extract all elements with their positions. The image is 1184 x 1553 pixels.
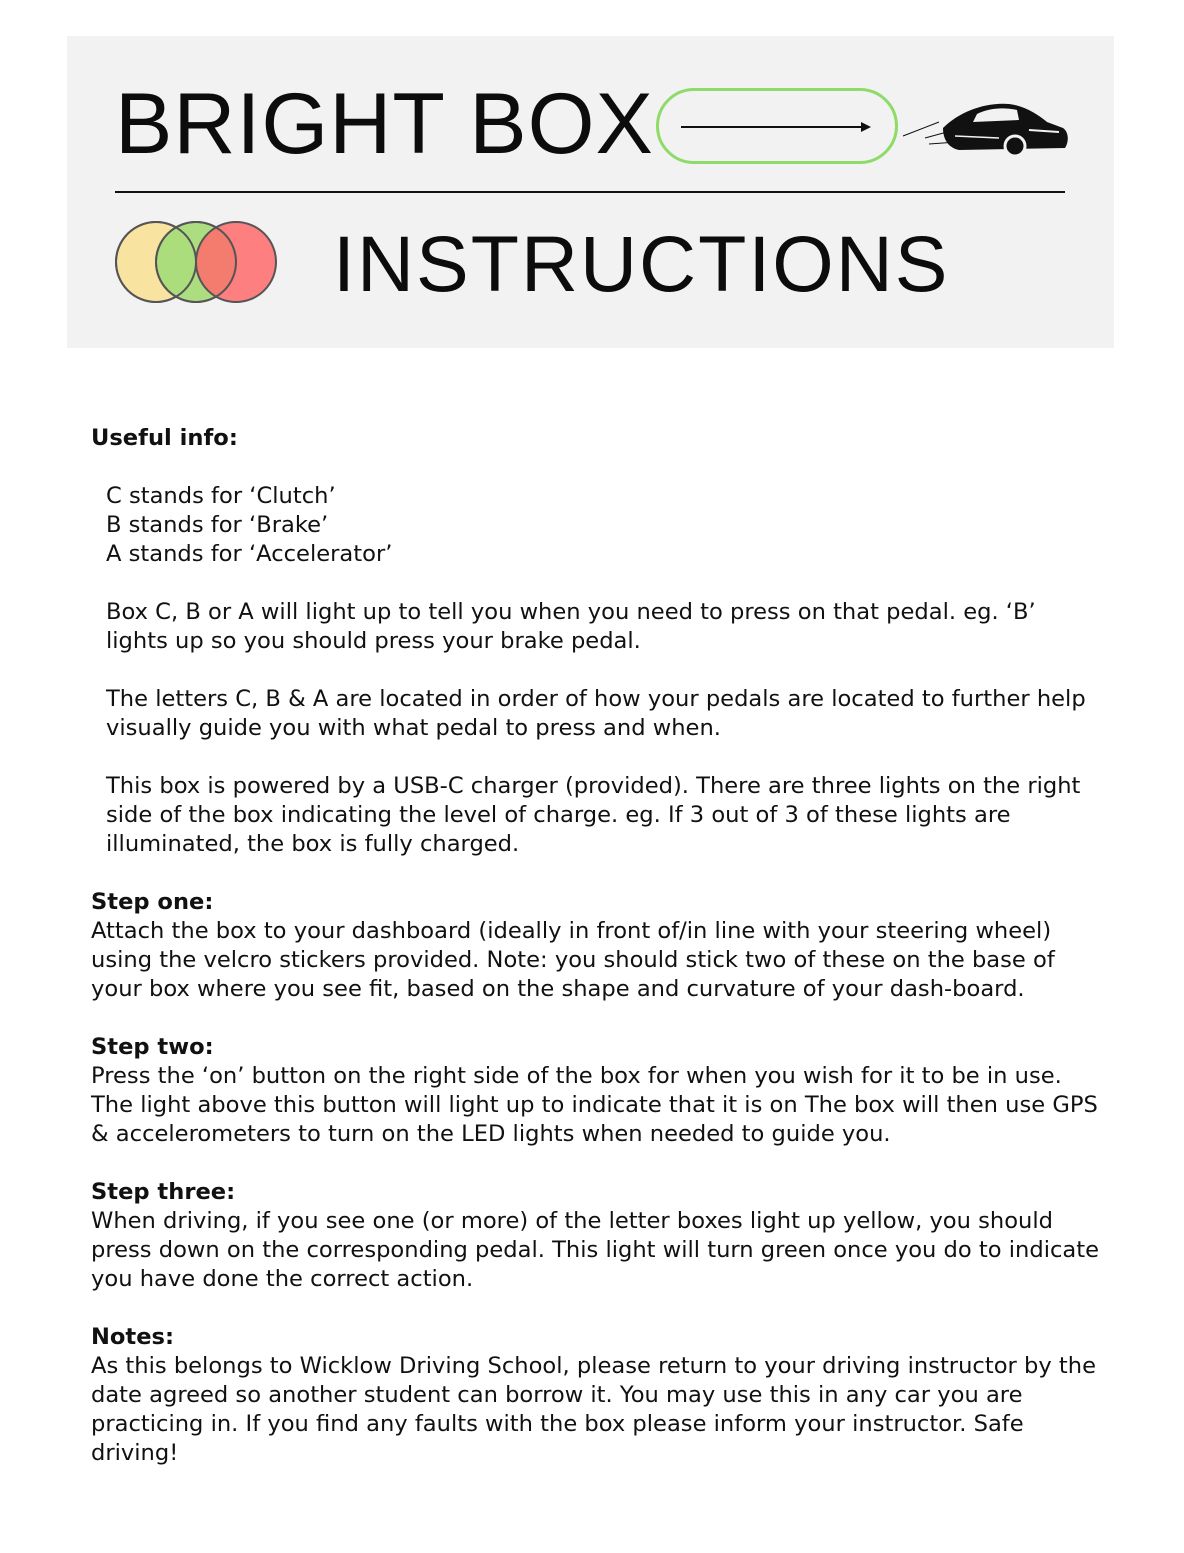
notes-heading: Notes: xyxy=(91,1324,175,1350)
step-two-text: Press the ‘on’ button on the right side of the box for when you wish for it to be in use. The light above this button will light up to indicate that it is on The box will then use GPS & accelerometers to turn on the LED lights when needed to guide you. xyxy=(91,1063,1098,1147)
step-two-heading: Step two: xyxy=(91,1034,214,1060)
step-one-text: Attach the box to your dashboard (ideally in front of/in line with your steering wheel) using the velcro stickers provided. Note: you should stick two of these on the base of your box where you see fit, based on the shape and curvature of your dash-board. xyxy=(91,918,1055,1002)
notes-text: As this belongs to Wicklow Driving School, please return to your driving instructor by the date agreed so another student can borrow it. You may use this in any car you are practicing in. If you find any faults with the box please inform your instructor. Safe driving! xyxy=(91,1353,1096,1466)
step-one-heading: Step one: xyxy=(91,889,214,915)
info-paragraph: The letters C, B & A are located in order of how your pedals are located to further help visually guide you with what pedal to press and when. xyxy=(106,686,1086,741)
pedal-line: B stands for ‘Brake’ xyxy=(106,512,329,538)
info-paragraph: Box C, B or A will light up to tell you when you need to press on that pedal. eg. ‘B’ lights up so you should press your brake pedal. xyxy=(106,599,1036,654)
instructions-body xyxy=(91,424,1101,1468)
header-divider xyxy=(115,191,1065,193)
pedal-line: C stands for ‘Clutch’ xyxy=(106,483,336,509)
arrow-pill xyxy=(656,88,898,164)
page-subtitle: INSTRUCTIONS xyxy=(333,219,950,308)
car-icon xyxy=(899,94,1071,156)
step-three-heading: Step three: xyxy=(91,1179,236,1205)
useful-info-heading: Useful info: xyxy=(91,425,238,451)
header-banner xyxy=(67,36,1114,348)
brand-title: BRIGHT BOX xyxy=(115,76,654,172)
pedal-line: A stands for ‘Accelerator’ xyxy=(106,541,393,567)
step-three-text: When driving, if you see one (or more) of the letter boxes light up yellow, you should press down on the corresponding pedal. This light will turn green once you do to indicate you have done the correct action. xyxy=(91,1208,1100,1292)
info-paragraph: This box is powered by a USB-C charger (provided). There are three lights on the right side of the box indicating the level of charge. eg. If 3 out of 3 of these lights are illuminated, the box is fully charged. xyxy=(106,773,1081,857)
traffic-light-circles-icon xyxy=(114,220,280,304)
arrow-icon xyxy=(659,91,901,167)
